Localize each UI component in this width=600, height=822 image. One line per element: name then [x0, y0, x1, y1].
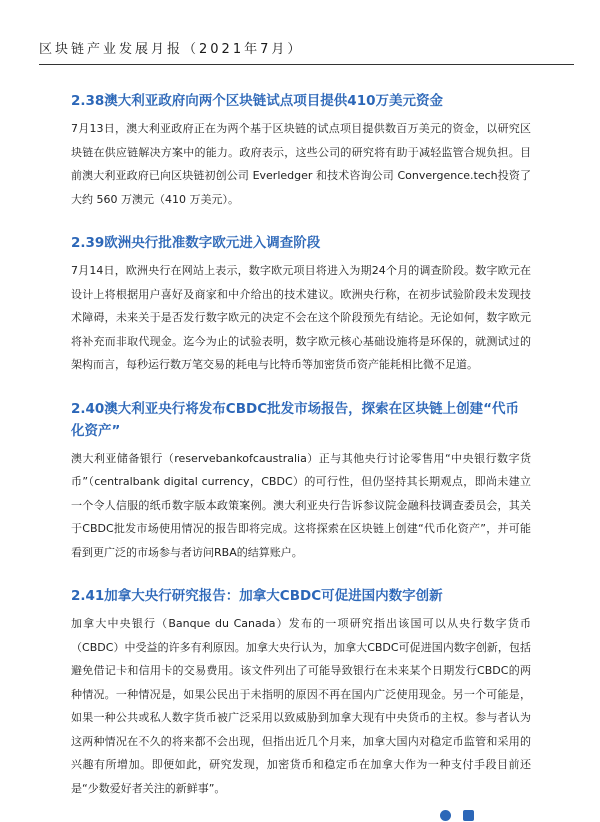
section-title: 2.41加拿大央行研究报告：加拿大CBDC可促进国内数字创新: [71, 588, 443, 604]
section-body: 7月13日，澳大利亚政府正在为两个基于区块链的试点项目提供数百万美元的资金，以研究区块链在供应链解决方案中的能力。政府表示，这些公司的研究将有助于减轻监管合规负担。目前澳大利亚政府已向区块链初创公司 Everledger 和技术咨询公司 Convergence.tech投资了大约 560 万澳元（410 万美元）。: [71, 122, 531, 206]
main-content: [71, 90, 531, 821]
section-2-41: [71, 585, 531, 800]
section-body: 加拿大中央银行（Banque du Canada）发布的一项研究指出该国可以从央行数字货币（CBDC）中受益的许多有利原因。加拿大央行认为，加拿大CBDC可促进国内数字创新，包括避免借记卡和信用卡的交易费用。该文件列出了可能导致银行在未来某个日期发行CBDC的两种情况。一种情况是，如果公民出于未指明的原因不再在国内广泛使用现金。另一个可能是，如果一种公共或私人数字货币被广泛采用以致威胁到加拿大现有中央货币的主权。参与者认为这两种情况在不久的将来都不会出现，但指出近几个月来，加拿大国内对稳定币监管和采用的兴趣有所增加。即便如此，研究发现，加密货币和稳定币在加拿大作为一种支付手段目前还是“少数爱好者关注的新鲜事”。: [71, 617, 531, 795]
section-title: 2.40澳大利亚央行将发布CBDC批发市场报告，探索在区块链上创建“代币化资产”: [71, 400, 519, 439]
page-header: 区块链产业发展月报（2021年7月）: [39, 42, 304, 57]
section-body: 7月14日，欧洲央行在网站上表示，数字欧元项目将进入为期24个月的调查阶段。数字欧元在设计上将根据用户喜好及商家和中介给出的技术建议。欧洲央行称，在初步试验阶段未发现技术障碍，未来关于是否发行数字欧元的决定不会在这个阶段预先有结论。无论如何，数字欧元将补充而非取代现金。迄今为止的试验表明，数字欧元核心基础设施将是环保的，就测试过的架构而言，每秒运行数万笔交易的耗电与比特币等加密货币资产能耗相比微不足道。: [71, 264, 531, 371]
header-divider: [39, 64, 574, 65]
section-body: 澳大利亚储备银行（reservebankofcaustralia）正与其他央行讨论零售用“中央银行数字货币”（centralbank digital currency，CBDC）的可行性，但仍坚持其长期观点，即尚未建立一个令人信服的纸币数字版本政策案例。澳大利亚央行告诉参议院金融科技调查委员会，其关于CBDC批发市场使用情况的报告即将完成。这将探索在区块链上创建“代币化资产”，并可能看到更广泛的市场参与者访问RBA的结算账户。: [71, 451, 531, 559]
footer-logos: [440, 808, 474, 822]
section-2-39: [71, 232, 531, 377]
section-title: 2.39欧洲央行批准数字欧元进入调查阶段: [71, 235, 321, 251]
section-2-38: [71, 90, 531, 211]
section-title: 2.38澳大利亚政府向两个区块链试点项目提供410万美元资金: [71, 93, 443, 109]
section-2-40: [71, 398, 531, 565]
